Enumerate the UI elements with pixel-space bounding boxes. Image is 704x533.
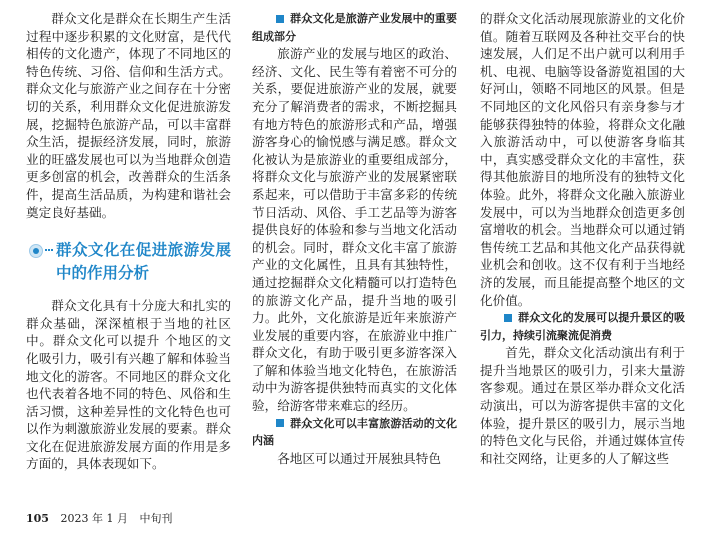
- section-title: 群众文化在促进旅游发展中的作用分析: [56, 241, 231, 283]
- issue-date: 2023 年 1 月: [60, 512, 128, 525]
- bullet-circle-icon: [29, 244, 43, 258]
- square-bullet-icon: [276, 15, 284, 23]
- body-paragraph: 各地区可以通过开展独具特色: [277, 450, 441, 466]
- dotted-line-icon: [45, 249, 53, 254]
- body-paragraph: 群众文化具有十分庞大和扎实的群众基础，深深植根于当地的社区中。群众文化可以提升 个地区的文化吸引力，吸引有兴趣了解和体验当地文化的游客。不同地区的群众文化也代表着各地不同的特色、风俗和生活习惯，这种差异性的文化特色也可以作为刺激旅游业发展的要素。群众文化在促进旅游发展方面的作用是多方面的，具体表现如下。: [26, 298, 231, 472]
- column-3: [480, 10, 685, 467]
- square-bullet-icon: [504, 314, 512, 322]
- body-paragraph: 的群众文化活动展现旅游业的文化价值。随着互联网及各种社交平台的快速发展，人们足不出户就可以利用手机、电视、电脑等设备游览祖国的大好河山，领略不同地区的风景。但是不同地区的文化风俗只有亲身参与才能够获得独特的体验，将群众文化融入旅游活动中，可以使游客身临其中，真实感受群众文化的丰富性，获得其他旅游目的地所没有的独特文化体验。此外，将群众文化融入旅游业发展中，可以为当地群众创造更多创富增收的机会。当地群众可以通过销售传统工艺品和其他文化产品获得就业机会和创收。这不仅有利于当地经济的发展，而且能提高整个地区的文化价值。: [480, 11, 685, 308]
- column-1: [26, 10, 231, 473]
- subheading-text: 群众文化的发展可以提升景区的吸引力，持续引流聚流促消费: [480, 311, 685, 342]
- column-2: [252, 10, 457, 467]
- page-number: 105: [26, 512, 49, 525]
- subheading-text: 群众文化是旅游产业发展中的重要组成部分: [252, 12, 457, 43]
- subheading: [480, 309, 685, 344]
- body-paragraph: 首先，群众文化活动演出有利于提升当地景区的吸引力，引来大量游客参观。通过在景区举办群众文化活动演出，可以为游客提供丰富的文化体验，提升景区的吸引力，展示当地的特色文化与民俗，并通过媒体宣传和社交网络，让更多的人了解这些: [480, 345, 685, 466]
- journal-name: 中旬刊: [139, 512, 173, 525]
- body-paragraph: 旅游产业的发展与地区的政治、经济、文化、民生等有着密不可分的关系，要促进旅游产业的发展，就要充分了解消费者的需求，不断挖掘具有地方特色的旅游形式和产品，增强游客身心的愉悦感与满足感。群众文化被认为是旅游业的重要组成部分，将群众文化与旅游产业的发展紧密联系起来，可以借助于丰富多彩的传统节日活动、风俗、手工艺品等为游客提供良好的体验和参与当地文化活动的机会。同时，群众文化丰富了旅游产业的文化属性，且具有其独特性，通过挖掘群众文化精髓可以打造特色的旅游文化产品，提升当地的吸引力。此外，文化旅游是近年来旅游产业发展的重要内容，在旅游业中推广群众文化，有助于吸引更多游客深入了解和体验当地文化特色，在旅游活动中为游客提供独特而真实的文化体验，给游客带来难忘的经历。: [252, 46, 457, 414]
- page-footer: [26, 512, 172, 526]
- square-bullet-icon: [276, 419, 284, 427]
- subheading: [252, 10, 457, 45]
- subheading-text: 群众文化可以丰富旅游活动的文化内涵: [252, 416, 457, 448]
- subheading: [252, 415, 457, 450]
- body-paragraph: 群众文化是群众在长期生产生活过程中逐步积累的文化财富，是代代相传的文化遗产，体现了不同地区的特色传统、习俗、信仰和生活方式。群众文化与旅游产业之间存在十分密切的关系，利用群众文化促进旅游发展，挖掘特色旅游产品，可以丰富群众生活，提振经济发展，同时，旅游业的旺盛发展也可以为当地群众创造更多创富的机会，改善群众的生活条件，提高生活品质，为构建和谐社会奠定良好基础。: [26, 11, 231, 220]
- section-heading: [26, 239, 231, 285]
